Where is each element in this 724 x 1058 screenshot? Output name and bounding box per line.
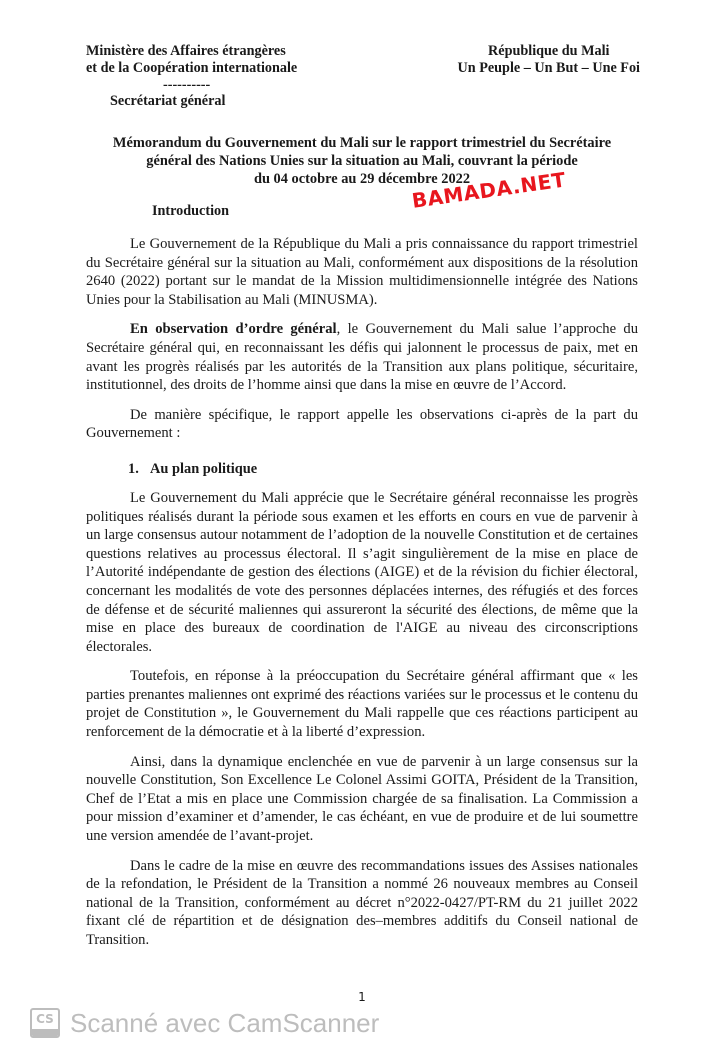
ministry-header [86,43,297,110]
bamada-watermark: BAMADA.NET [410,167,568,213]
camscanner-logo-bar [32,1029,58,1036]
paragraph-text: , le Gouvernement du Mali salue l’approche du Secrétaire général qui, en reconnaissant les défis qui jalonnent le processus de paix, met en avant les progrès réalisés par les autorités de la Transition aux plans politique, sécuritaire, institutionnel, des droits de l’homme ainsi que dans la mise en œuvre de l’Accord. [86,321,638,394]
camscanner-label: Scanné avec CamScanner [70,1007,380,1038]
title-line-3: du 04 octobre au 29 décembre 2022 [253,171,471,187]
ministry-name-line2: et de la Coopération internationale [86,60,298,76]
section-title: Au plan politique [150,460,258,477]
national-motto: Un Peuple – Un But – Une Foi [457,60,640,76]
section-1-paragraph-1 [86,489,638,656]
header-separator: ---------- [163,77,211,93]
ministry-name-line1: Ministère des Affaires étrangères [86,43,286,59]
republic-name: République du Mali [488,43,610,59]
introduction-heading: Introduction [152,203,229,219]
intro-paragraph-2 [86,320,638,394]
camscanner-footer [30,1008,638,1038]
section-1-paragraph-3 [86,753,638,846]
paragraph-text: Toutefois, en réponse à la préoccupation du Secrétaire général affirmant que « les parties prenantes maliennes ont exprimé des réactions variées sur le processus et le contenu du projet de Constitution », le Gouvernement du Mali rappelle que ces réactions participent au renforcement de la démocratie et à la liberté d’expression. [86,668,638,741]
republic-header [458,43,640,77]
header-row [86,43,638,110]
paragraph-text: Dans le cadre de la mise en œuvre des recommandations issues des Assises nationales de la refondation, le Président de la Transition a nommé 26 nouveaux membres au Conseil national de la Transition, conformément au décret n°2022-0427/PT-RM du 21 juillet 2022 fixant clé de répartition et de désignation des–membres additifs du Conseil national de Transition. [86,857,638,948]
title-line-1: Mémorandum du Gouvernement du Mali sur le rapport trimestriel du Secrétaire [112,135,612,151]
paragraph-bold-lead: En observation d’ordre général [130,321,337,338]
section-1-heading [128,460,638,478]
camscanner-logo-icon [30,1008,60,1038]
section-1-paragraph-2 [86,667,638,741]
paragraph-text: Le Gouvernement de la République du Mali a pris connaissance du rapport trimestriel du Secrétaire général sur la situation au Mali, conformément aux dispositions de la résolution 2640 (2022) portant sur le mandat de la Mission multidimensionnelle intégrée des Nations Unies pour la Stabilisation au Mali (MINUSMA). [86,236,638,308]
paragraph-text: Le Gouvernement du Mali apprécie que le Secrétaire général reconnaisse les progrès politiques réalisés durant la période sous examen et les efforts en cours en vue de parvenir à un large consensus autour notamment de l’adoption de la nouvelle Constitution et de certaines questions relatives au processus électoral. Il s’agit singulièrement de la mise en place de l’Autorité indépendante de gestion des élections (AIGE) et de la révision du fichier électoral, concernant les modalités de vote des personnes déplacées internes, des réfugiés et des forces de défense et de sécurité maliennes qui assureront la sécurité des élections, de même que la mise en place des bureaux de coordination de l'AIGE au niveau des circonscriptions électorales. [86,489,638,655]
section-number: 1. [128,460,139,477]
section-1-paragraph-4 [86,857,638,950]
intro-paragraph-3 [86,406,638,443]
page-number: 1 [358,989,366,1004]
title-line-2: général des Nations Unies sur la situation au Mali, couvrant la période [146,153,578,169]
paragraph-text: Ainsi, dans la dynamique enclenchée en vue de parvenir à un large consensus sur la nouvelle Constitution, Son Excellence Le Colonel Assimi GOITA, Président de la Transition, Chef de l’Etat a mis en place une Commission chargée de sa finalisation. La Commission a pour mission d’examiner et d’amender, le cas échéant, en vue de produire et de lui soumettre une version amendée de l’avant-projet. [86,753,638,845]
paragraph-text: De manière spécifique, le rapport appelle les observations ci-après de la part du Gouvernement : [86,406,638,442]
camscanner-logo-text: CS [36,1011,54,1026]
intro-paragraph-1 [86,235,638,309]
secretariat-label: Secrétariat général [110,93,226,109]
